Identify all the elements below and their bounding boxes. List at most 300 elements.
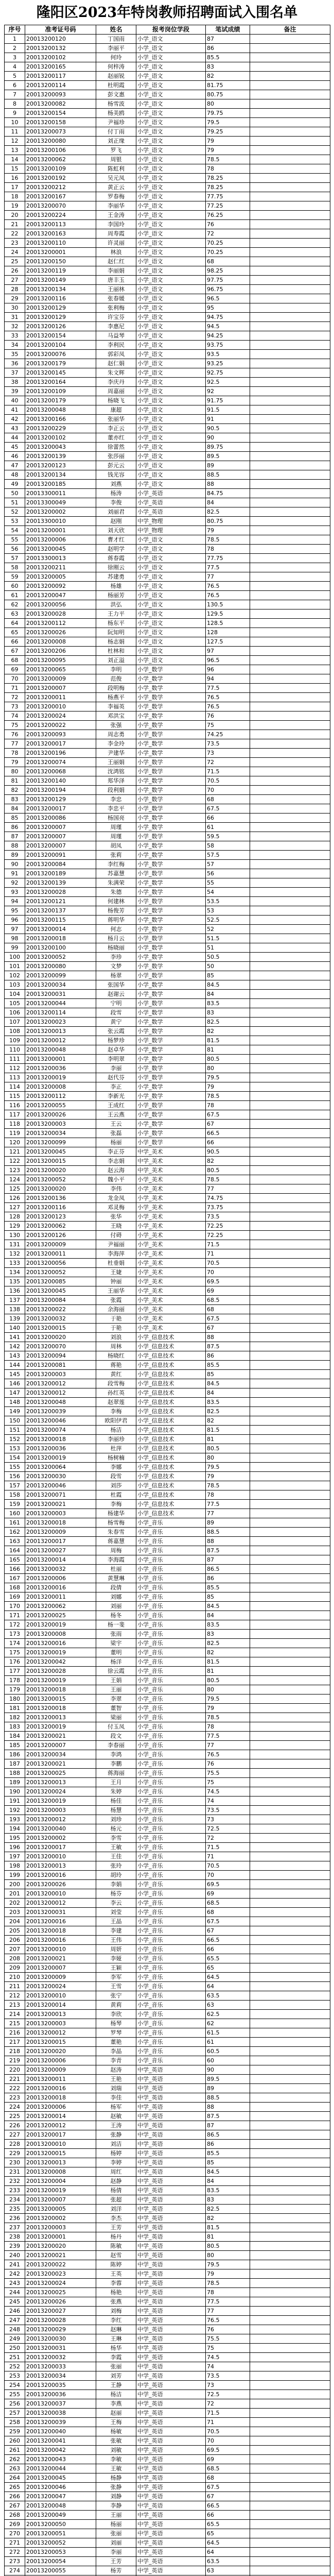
cell-score: 74.25 <box>206 730 250 739</box>
table-row <box>5 341 330 350</box>
cell-exam-id: 20013200018 <box>25 2093 96 2103</box>
cell-post: 小学_语文 <box>136 535 206 545</box>
cell-score: 80 <box>206 2251 250 2260</box>
table-row <box>5 1259 330 1268</box>
cell-remark <box>250 600 330 609</box>
table-row <box>5 2056 330 2065</box>
cell-name: 杨晓飞 <box>96 396 136 405</box>
cell-score: 79 <box>206 1704 250 1713</box>
cell-name: 李正 <box>96 1082 136 1092</box>
cell-name: 阮知明 <box>96 628 136 637</box>
cell-name: 杨梦珍 <box>96 1036 136 1045</box>
cell-no: 230 <box>5 2158 25 2167</box>
cell-post: 中学_英语 <box>136 2288 206 2297</box>
cell-score: 51.5 <box>206 934 250 943</box>
cell-post: 小学_信息技术 <box>136 1333 206 1342</box>
column-header-score: 笔试成绩 <box>206 25 250 35</box>
cell-score: 72 <box>206 758 250 767</box>
cell-name: 徐刚云 <box>96 563 136 572</box>
cell-score: 79 <box>206 1082 250 1092</box>
cell-no: 2 <box>5 44 25 53</box>
cell-remark <box>250 1732 330 1741</box>
cell-score: 66 <box>206 2511 250 2520</box>
cell-no: 99 <box>5 943 25 953</box>
cell-exam-id: 20013200035 <box>25 2381 96 2390</box>
cell-exam-id: 20013300013 <box>25 554 96 563</box>
table-row <box>5 860 330 869</box>
cell-remark <box>250 1453 330 1463</box>
cell-post: 小学_美术 <box>136 1240 206 1249</box>
cell-post: 小学_数学 <box>136 860 206 869</box>
cell-post: 中学_英语 <box>136 2325 206 2334</box>
cell-remark <box>250 1379 330 1388</box>
cell-exam-id: 20013200025 <box>25 2288 96 2297</box>
table-row <box>5 943 330 953</box>
cell-remark <box>250 1203 330 1212</box>
cell-name: 段雪 <box>96 1008 136 1018</box>
cell-remark <box>250 2140 330 2149</box>
cell-remark <box>250 1555 330 1565</box>
cell-exam-id: 20013200166 <box>25 415 96 424</box>
cell-no: 192 <box>5 1806 25 1815</box>
cell-name: 张强 <box>96 721 136 730</box>
cell-name: 蒋嘉慧 <box>96 1537 136 1546</box>
cell-post: 小学_美术 <box>136 1286 206 1296</box>
cell-score: 87.5 <box>206 1546 250 1555</box>
cell-no: 112 <box>5 1064 25 1073</box>
cell-exam-id: 20013200007 <box>25 1963 96 1973</box>
table-row <box>5 1110 330 1120</box>
cell-score: 87.5 <box>206 2112 250 2121</box>
cell-no: 257 <box>5 2409 25 2418</box>
cell-exam-id: 20013200014 <box>25 2001 96 2010</box>
cell-exam-id: 20013200126 <box>25 1231 96 1240</box>
table-row <box>5 81 330 90</box>
cell-name: 张华 <box>96 1212 136 1222</box>
table-row <box>5 1917 330 1926</box>
cell-post: 中学_英语 <box>136 2334 206 2344</box>
cell-remark <box>250 2195 330 2205</box>
cell-exam-id: 20013200102 <box>25 433 96 443</box>
cell-name: 杜明霞 <box>96 81 136 90</box>
cell-remark <box>250 1008 330 1018</box>
cell-no: 264 <box>5 2473 25 2483</box>
cell-remark <box>250 1296 330 1305</box>
cell-exam-id: 20013200025 <box>25 1611 96 1620</box>
cell-no: 115 <box>5 1092 25 1101</box>
cell-no: 4 <box>5 62 25 72</box>
cell-remark <box>250 331 330 341</box>
table-row <box>5 2344 330 2353</box>
cell-no: 183 <box>5 1722 25 1732</box>
cell-remark <box>250 1426 330 1435</box>
cell-exam-id: 20013200070 <box>25 1342 96 1351</box>
cell-exam-id: 20013200051 <box>25 2529 96 2538</box>
cell-exam-id: 20013200013 <box>25 1861 96 1871</box>
table-row <box>5 1240 330 1249</box>
cell-no: 222 <box>5 2084 25 2093</box>
table-row <box>5 1444 330 1453</box>
cell-score: 68 <box>206 257 250 266</box>
cell-post: 中学_英语 <box>136 2446 206 2455</box>
cell-post: 中学_英语 <box>136 2483 206 2492</box>
cell-remark <box>250 1963 330 1973</box>
cell-remark <box>250 1546 330 1555</box>
table-row <box>5 1963 330 1973</box>
cell-remark <box>250 1092 330 1101</box>
cell-name: 张静 <box>96 2130 136 2140</box>
cell-no: 139 <box>5 1314 25 1324</box>
cell-score: 129.5 <box>206 609 250 619</box>
cell-exam-id: 20013200048 <box>25 1398 96 1407</box>
cell-remark <box>250 192 330 201</box>
cell-post: 小学_信息技术 <box>136 1342 206 1351</box>
cell-post: 小学_美术 <box>136 1324 206 1333</box>
table-row <box>5 1435 330 1444</box>
cell-exam-id: 20013200033 <box>25 2362 96 2371</box>
cell-post: 小学_音乐 <box>136 1769 206 1778</box>
cell-no: 19 <box>5 201 25 211</box>
table-row <box>5 1092 330 1101</box>
cell-score: 69.5 <box>206 1880 250 1889</box>
cell-post: 中学_英语 <box>136 2557 206 2566</box>
cell-no: 15 <box>5 164 25 174</box>
cell-remark <box>250 2492 330 2501</box>
cell-post: 小学_语文 <box>136 331 206 341</box>
cell-score: 130.5 <box>206 600 250 609</box>
cell-score: 73.75 <box>206 1203 250 1212</box>
cell-name: 龙金凤 <box>96 1194 136 1203</box>
cell-remark <box>250 1834 330 1843</box>
cell-exam-id: 20013200044 <box>25 2464 96 2473</box>
cell-post: 小学_信息技术 <box>136 1361 206 1370</box>
cell-score: 65.5 <box>206 1954 250 1963</box>
cell-no: 5 <box>5 72 25 81</box>
table-row <box>5 1954 330 1963</box>
table-row <box>5 2279 330 2288</box>
cell-score: 90.5 <box>206 424 250 433</box>
cell-remark <box>250 1463 330 1472</box>
cell-remark <box>250 1444 330 1453</box>
cell-exam-id: 20013200018 <box>25 1704 96 1713</box>
cell-post: 小学_音乐 <box>136 1936 206 1945</box>
cell-remark <box>250 1676 330 1685</box>
cell-no: 145 <box>5 1370 25 1379</box>
cell-exam-id: 20013200013 <box>25 1027 96 1036</box>
table-row <box>5 1453 330 1463</box>
cell-remark <box>250 1212 330 1222</box>
cell-post: 小学_信息技术 <box>136 1370 206 1379</box>
cell-post: 小学_音乐 <box>136 1926 206 1936</box>
cell-remark <box>250 1157 330 1166</box>
cell-exam-id: 20013200017 <box>25 2130 96 2140</box>
cell-exam-id: 20013200052 <box>25 1175 96 1184</box>
cell-post: 小学_数学 <box>136 1120 206 1129</box>
cell-score: 81 <box>206 1435 250 1444</box>
cell-post: 中学_英语 <box>136 2455 206 2464</box>
cell-name: 张雨 <box>96 1630 136 1639</box>
cell-exam-id: 20013200206 <box>25 647 96 656</box>
cell-post: 小学_语文 <box>136 387 206 396</box>
cell-remark <box>250 1620 330 1630</box>
cell-name: 王梅 <box>96 2418 136 2427</box>
cell-name: 董亦红 <box>96 433 136 443</box>
cell-score: 85 <box>206 971 250 980</box>
cell-exam-id: 20013200023 <box>25 1018 96 1027</box>
table-row <box>5 359 330 368</box>
cell-remark <box>250 869 330 878</box>
table-row <box>5 2177 330 2186</box>
cell-score: 82 <box>206 72 250 81</box>
cell-score: 51 <box>206 943 250 953</box>
cell-name: 杨树楠 <box>96 1453 136 1463</box>
cell-exam-id: 20013200129 <box>25 795 96 804</box>
cell-no: 77 <box>5 739 25 749</box>
cell-exam-id: 20013200034 <box>25 1129 96 1138</box>
table-row <box>5 1055 330 1064</box>
cell-no: 252 <box>5 2362 25 2371</box>
cell-remark <box>250 1064 330 1073</box>
cell-score: 95 <box>206 303 250 313</box>
cell-score: 85.5 <box>206 1583 250 1592</box>
cell-score: 76.25 <box>206 211 250 220</box>
cell-remark <box>250 1639 330 1648</box>
cell-name: 刘丽君 <box>96 507 136 517</box>
cell-no: 211 <box>5 1982 25 1991</box>
cell-no: 106 <box>5 1008 25 1018</box>
cell-score: 83.5 <box>206 1620 250 1630</box>
cell-no: 14 <box>5 155 25 164</box>
cell-exam-id: 20013200010 <box>25 702 96 711</box>
cell-exam-id: 20013200081 <box>25 1361 96 1370</box>
table-row <box>5 980 330 990</box>
table-row <box>5 90 330 99</box>
cell-no: 170 <box>5 1602 25 1611</box>
cell-no: 233 <box>5 2186 25 2195</box>
cell-score: 68.5 <box>206 1296 250 1305</box>
cell-post: 小学_美术 <box>136 1203 206 1212</box>
cell-remark <box>250 239 330 248</box>
table-row <box>5 953 330 962</box>
cell-name: 邓灵梅 <box>96 1203 136 1212</box>
cell-remark <box>250 1797 330 1806</box>
table-row <box>5 1611 330 1620</box>
cell-name: 陈婷 <box>96 2260 136 2269</box>
cell-no: 246 <box>5 2307 25 2316</box>
cell-post: 小学_音乐 <box>136 1741 206 1750</box>
table-row <box>5 2371 330 2381</box>
cell-no: 204 <box>5 1917 25 1926</box>
cell-name: 刘芳 <box>96 2371 136 2381</box>
table-row <box>5 211 330 220</box>
cell-score: 82.5 <box>206 2205 250 2214</box>
cell-post: 小学_数学 <box>136 832 206 841</box>
cell-exam-id: 20013200003 <box>25 2019 96 2028</box>
cell-remark <box>250 285 330 294</box>
cell-no: 53 <box>5 517 25 526</box>
cell-exam-id: 20013200047 <box>25 2492 96 2501</box>
cell-no: 166 <box>5 1565 25 1574</box>
cell-exam-id: 20013200019 <box>25 1676 96 1685</box>
table-row <box>5 229 330 239</box>
cell-no: 37 <box>5 368 25 378</box>
cell-score: 84.5 <box>206 2167 250 2177</box>
cell-remark <box>250 443 330 452</box>
cell-remark <box>250 2334 330 2344</box>
cell-exam-id: 20013200016 <box>25 1917 96 1926</box>
table-row <box>5 2195 330 2205</box>
cell-no: 161 <box>5 1518 25 1528</box>
cell-score: 73.5 <box>206 1212 250 1222</box>
cell-post: 小学_语文 <box>136 368 206 378</box>
cell-remark <box>250 1018 330 1027</box>
cell-remark <box>250 2446 330 2455</box>
cell-name: 尹福珍 <box>96 118 136 127</box>
cell-name: 王丽林 <box>96 285 136 294</box>
table-row <box>5 498 330 507</box>
table-row <box>5 192 330 201</box>
cell-remark <box>250 127 330 137</box>
cell-post: 小学_数学 <box>136 869 206 878</box>
cell-no: 47 <box>5 461 25 470</box>
cell-remark <box>250 2390 330 2399</box>
cell-name: 李海萍 <box>96 1249 136 1259</box>
cell-name: 李青 <box>96 2056 136 2065</box>
cell-exam-id: 20013200041 <box>25 2436 96 2446</box>
cell-remark <box>250 368 330 378</box>
cell-no: 203 <box>5 1908 25 1917</box>
cell-name: 李翠 <box>96 1694 136 1704</box>
cell-no: 120 <box>5 1138 25 1147</box>
cell-remark <box>250 1889 330 1899</box>
cell-post: 小学_音乐 <box>136 1657 206 1667</box>
cell-post: 小学_音乐 <box>136 2028 206 2038</box>
table-row <box>5 1194 330 1203</box>
cell-exam-id: 20013200045 <box>25 545 96 554</box>
cell-remark <box>250 2538 330 2548</box>
cell-post: 小学_数学 <box>136 943 206 953</box>
cell-no: 270 <box>5 2529 25 2538</box>
cell-remark <box>250 619 330 628</box>
table-row <box>5 647 330 656</box>
cell-remark <box>250 1565 330 1574</box>
cell-exam-id: 20013200012 <box>25 1036 96 1045</box>
cell-remark <box>250 201 330 211</box>
table-row <box>5 2186 330 2195</box>
table-row <box>5 1027 330 1036</box>
cell-no: 235 <box>5 2205 25 2214</box>
cell-exam-id: 20013200010 <box>25 2140 96 2149</box>
cell-post: 小学_数学 <box>136 971 206 980</box>
cell-score: 90.5 <box>206 1147 250 1157</box>
cell-remark <box>250 44 330 53</box>
cell-exam-id: 20013200003 <box>25 1509 96 1518</box>
cell-name: 杨洁 <box>96 1426 136 1435</box>
cell-remark <box>250 2019 330 2028</box>
cell-score: 84 <box>206 2177 250 2186</box>
cell-post: 小学_语文 <box>136 619 206 628</box>
cell-post: 小学_数学 <box>136 1082 206 1092</box>
cell-no: 202 <box>5 1899 25 1908</box>
cell-no: 193 <box>5 1815 25 1824</box>
table-row <box>5 1157 330 1166</box>
table-row <box>5 869 330 878</box>
cell-name: 蒋明华 <box>96 916 136 925</box>
cell-remark <box>250 749 330 758</box>
cell-name: 朱德 <box>96 888 136 897</box>
cell-score: 77.25 <box>206 201 250 211</box>
cell-post: 小学_语文 <box>136 313 206 322</box>
cell-name: 王晶 <box>96 1917 136 1926</box>
cell-exam-id: 20013200047 <box>25 591 96 600</box>
cell-remark <box>250 554 330 563</box>
cell-exam-id: 20013200074 <box>25 758 96 767</box>
cell-no: 265 <box>5 2483 25 2492</box>
cell-exam-id: 20013200009 <box>25 674 96 684</box>
table-row <box>5 1379 330 1388</box>
cell-exam-id: 20013200046 <box>25 1481 96 1490</box>
table-row <box>5 387 330 396</box>
cell-exam-id: 20013200119 <box>25 266 96 276</box>
table-header-row <box>5 25 330 35</box>
table-row <box>5 1101 330 1110</box>
table-row <box>5 164 330 174</box>
cell-post: 小学_音乐 <box>136 1574 206 1583</box>
cell-score: 77 <box>206 1184 250 1194</box>
cell-name: 李春丽 <box>96 1741 136 1750</box>
cell-post: 小学_音乐 <box>136 1667 206 1676</box>
cell-exam-id: 20013200018 <box>25 1685 96 1694</box>
cell-score: 61.5 <box>206 2028 250 2038</box>
cell-post: 小学_音乐 <box>136 1787 206 1797</box>
cell-exam-id: 20013200053 <box>25 2548 96 2557</box>
cell-name: 邓洪宝 <box>96 711 136 721</box>
cell-exam-id: 20013200068 <box>25 767 96 776</box>
cell-score: 80 <box>206 1685 250 1694</box>
cell-name: 朱文辉 <box>96 368 136 378</box>
column-header-remark: 备注 <box>250 25 330 35</box>
cell-post: 中学_英语 <box>136 2362 206 2371</box>
cell-post: 小学_语文 <box>136 35 206 44</box>
table-row <box>5 2427 330 2436</box>
table-row <box>5 767 330 776</box>
cell-name: 胡凤 <box>96 841 136 851</box>
cell-score: 76 <box>206 220 250 229</box>
cell-score: 84 <box>206 1388 250 1398</box>
cell-name: 刘燕 <box>96 480 136 489</box>
cell-score: 71.5 <box>206 767 250 776</box>
cell-name: 李海霞 <box>96 1555 136 1565</box>
cell-post: 小学_音乐 <box>136 1611 206 1620</box>
cell-name: 李娟 <box>96 1880 136 1889</box>
cell-name: 李婷 <box>96 2158 136 2167</box>
cell-post: 小学_信息技术 <box>136 1444 206 1453</box>
cell-no: 187 <box>5 1759 25 1769</box>
cell-remark <box>250 971 330 980</box>
cell-remark <box>250 1184 330 1194</box>
cell-post: 小学_音乐 <box>136 1528 206 1537</box>
table-row <box>5 2103 330 2112</box>
cell-remark <box>250 1991 330 2001</box>
cell-score: 85 <box>206 2158 250 2167</box>
cell-post: 小学_语文 <box>136 164 206 174</box>
cell-post: 小学_美术 <box>136 1259 206 1268</box>
table-row <box>5 1277 330 1286</box>
cell-exam-id: 20013200158 <box>25 118 96 127</box>
cell-exam-id: 20013200116 <box>25 294 96 303</box>
cell-name: 刘浪 <box>96 1333 136 1342</box>
cell-post: 小学_语文 <box>136 637 206 647</box>
